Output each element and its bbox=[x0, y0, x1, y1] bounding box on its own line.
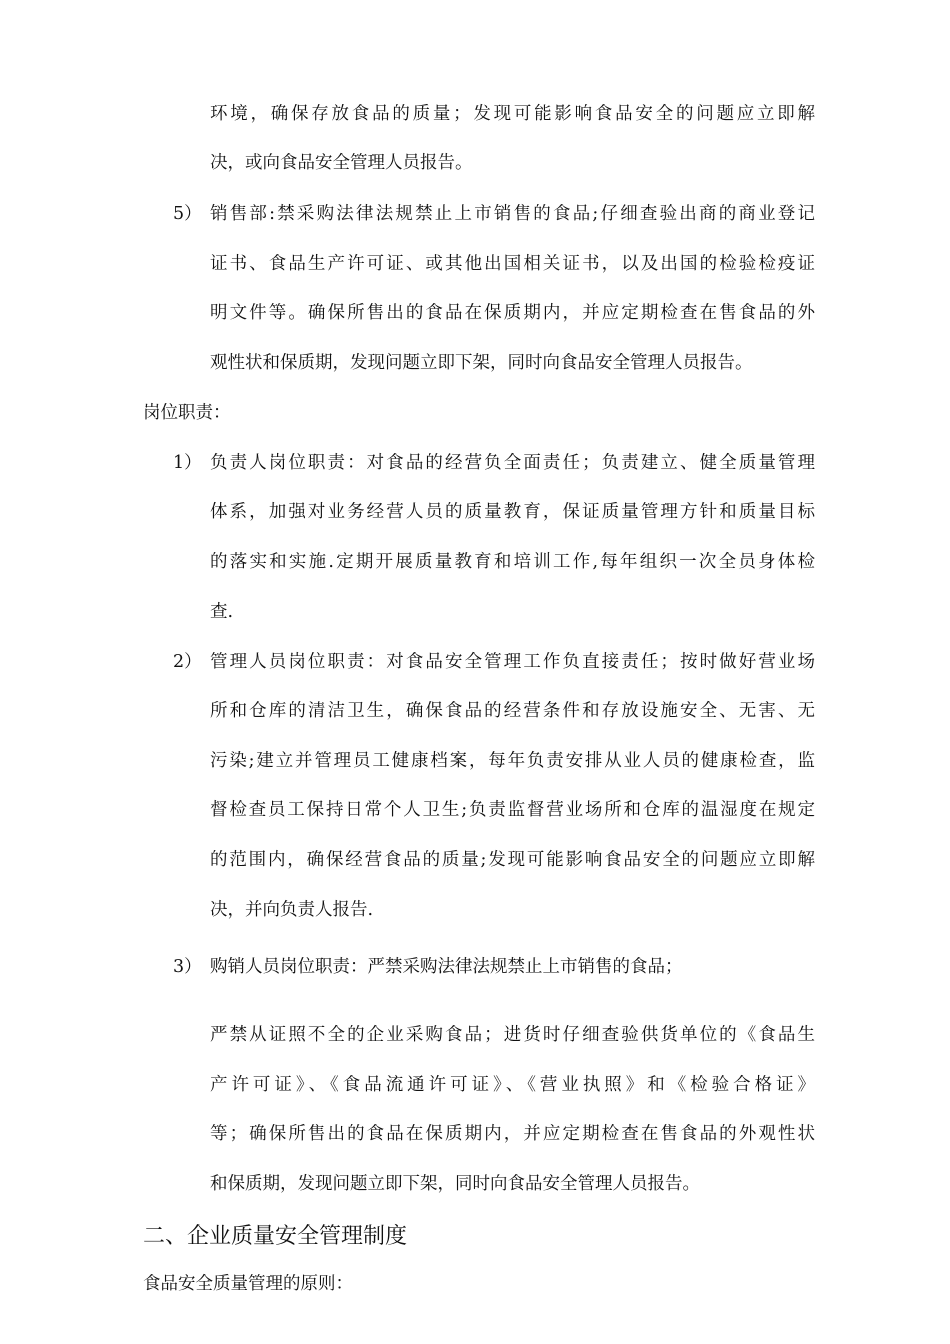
para-line: 等；确保所售出的食品在保质期内，并应定期检查在售食品的外观性状 bbox=[210, 1124, 815, 1144]
list-number-5: 5） bbox=[173, 204, 202, 224]
section-heading: 二、企业质量安全管理制度 bbox=[143, 1224, 408, 1249]
para-line: 查. bbox=[210, 602, 234, 622]
list-number-3: 3） bbox=[173, 957, 202, 977]
para-line: 证书、食品生产许可证、或其他出国相关证书，以及出国的检验检疫证 bbox=[210, 254, 815, 274]
para-line: 和保质期，发现问题立即下架，同时向食品安全管理人员报告。 bbox=[210, 1174, 700, 1194]
para-line: 销售部:禁采购法律法规禁止上市销售的食品;仔细查验出商的商业登记 bbox=[210, 204, 815, 224]
para-line: 环境，确保存放食品的质量；发现可能影响食品安全的问题应立即解 bbox=[210, 104, 815, 124]
para-line: 负责人岗位职责：对食品的经营负全面责任；负责建立、健全质量管理 bbox=[210, 453, 815, 473]
para-line: 管理人员岗位职责：对食品安全管理工作负直接责任；按时做好营业场 bbox=[210, 652, 815, 672]
para-line: 决，并向负责人报告. bbox=[210, 900, 374, 920]
para-line: 污染;建立并管理员工健康档案，每年负责安排从业人员的健康检查，监 bbox=[210, 751, 815, 771]
para-line: 所和仓库的清洁卫生，确保食品的经营条件和存放设施安全、无害、无 bbox=[210, 701, 815, 721]
para-line: 督检查员工保持日常个人卫生;负责监督营业场所和仓库的温湿度在规定 bbox=[210, 800, 815, 820]
list-number-2: 2） bbox=[173, 652, 202, 672]
para-line: 体系，加强对业务经营人员的质量教育，保证质量管理方针和质量目标 bbox=[210, 502, 815, 522]
para-line: 严禁从证照不全的企业采购食品；进货时仔细查验供货单位的《食品生 bbox=[210, 1025, 815, 1045]
list-number-1: 1） bbox=[173, 453, 202, 473]
para-line: 决，或向食品安全管理人员报告。 bbox=[210, 153, 473, 173]
para-line: 产许可证》、《食品流通许可证》、《营业执照》和《检验合格证》 bbox=[210, 1075, 815, 1095]
para-line: 的范围内，确保经营食品的质量;发现可能影响食品安全的问题应立即解 bbox=[210, 850, 815, 870]
para-line: 食品安全质量管理的原则： bbox=[143, 1274, 353, 1294]
section-label-duties: 岗位职责： bbox=[143, 403, 231, 423]
para-line: 明文件等。确保所售出的食品在保质期内，并应定期检查在售食品的外 bbox=[210, 303, 815, 323]
para-line: 观性状和保质期，发现问题立即下架，同时向食品安全管理人员报告。 bbox=[210, 353, 753, 373]
para-line: 的落实和实施.定期开展质量教育和培训工作,每年组织一次全员身体检 bbox=[210, 552, 815, 572]
para-line: 购销人员岗位职责：严禁采购法律法规禁止上市销售的食品； bbox=[210, 957, 683, 977]
